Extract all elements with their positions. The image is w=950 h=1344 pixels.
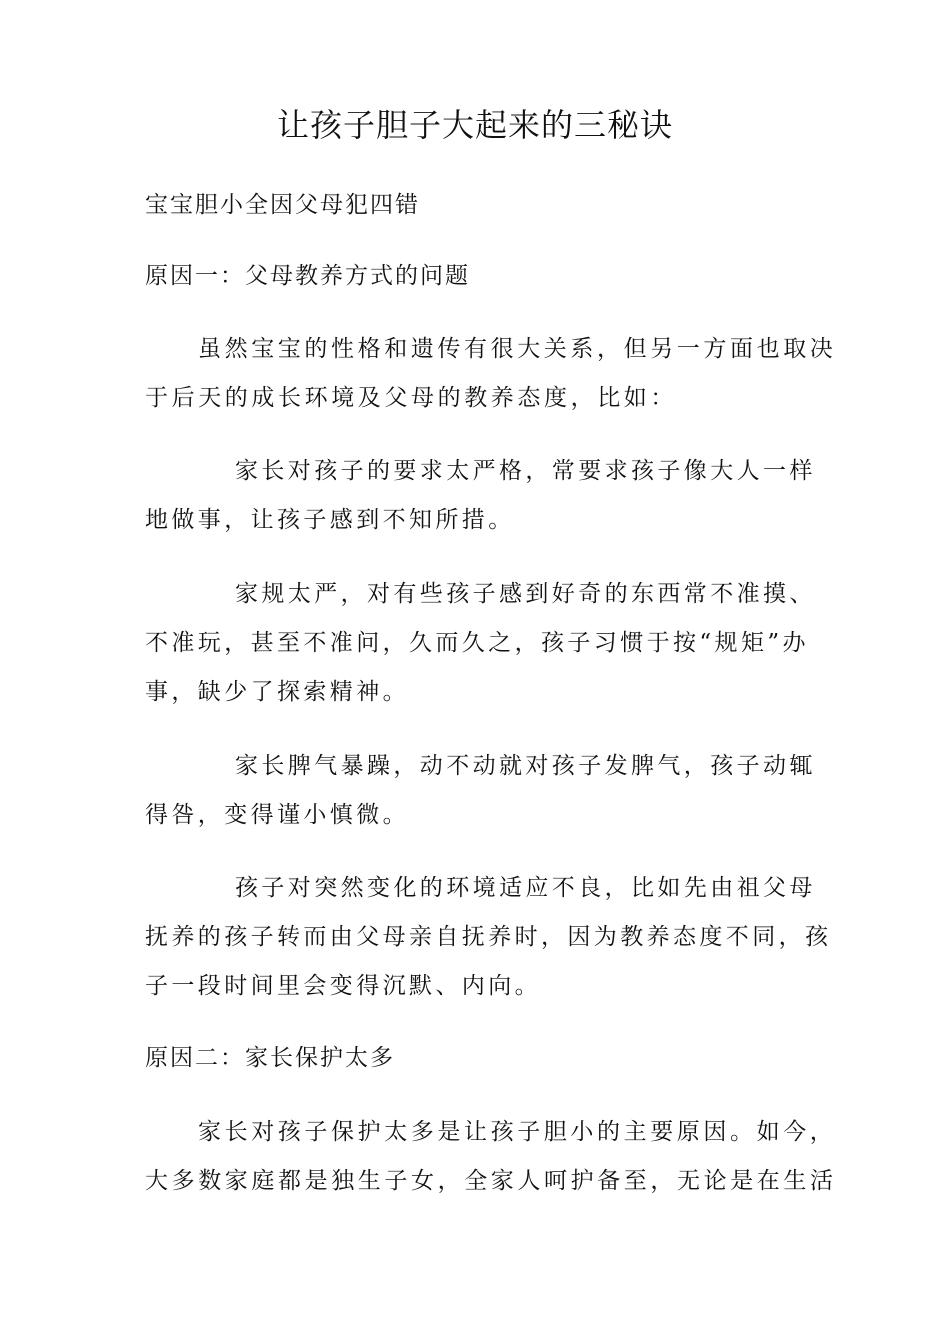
reason1-item-1-line-1: 家长对孩子的要求太严格，常要求孩子像大人一样: [235, 458, 816, 484]
reason1-item-4-line-2: 抚养的孩子转而由父母亲自抚养时，因为教养态度不同，孩: [145, 924, 832, 950]
document-title: 让孩子胆子大起来的三秘诀: [276, 106, 673, 144]
reason1-item-1-line-2: 地做事，让孩子感到不知所措。: [145, 507, 515, 533]
reason1-item-4-line-3: 子一段时间里会变得沉默、内向。: [145, 973, 541, 999]
reason1-item-2-line-2: 不准玩，甚至不准问，久而久之，孩子习惯于按“规矩”办: [145, 630, 809, 656]
reason1-heading: 原因一：父母教养方式的问题: [145, 263, 470, 289]
reason1-intro-line-1: 虽然宝宝的性格和遗传有很大关系，但另一方面也取决: [198, 336, 837, 362]
subtitle: 宝宝胆小全因父母犯四错: [145, 192, 420, 218]
reason1-item-3-line-1: 家长脾气暴躁，动不动就对孩子发脾气，孩子动辄: [235, 753, 816, 779]
reason1-item-2-line-1: 家规太严，对有些孩子感到好奇的东西常不准摸、: [235, 581, 816, 607]
reason1-item-3-line-2: 得咎，变得谨小慎微。: [145, 802, 409, 828]
reason1-item-2-line-3: 事，缺少了探索精神。: [145, 679, 409, 705]
reason1-item-4-line-1: 孩子对突然变化的环境适应不良，比如先由祖父母: [235, 875, 816, 901]
reason2-heading: 原因二：家长保护太多: [145, 1045, 395, 1071]
reason2-body-line-2: 大多数家庭都是独生子女，全家人呵护备至，无论是在生活: [145, 1168, 837, 1194]
reason1-intro-line-2: 于后天的成长环境及父母的教养态度，比如：: [145, 385, 677, 411]
reason2-body-line-1: 家长对孩子保护太多是让孩子胆小的主要原因。如今，: [198, 1119, 837, 1145]
